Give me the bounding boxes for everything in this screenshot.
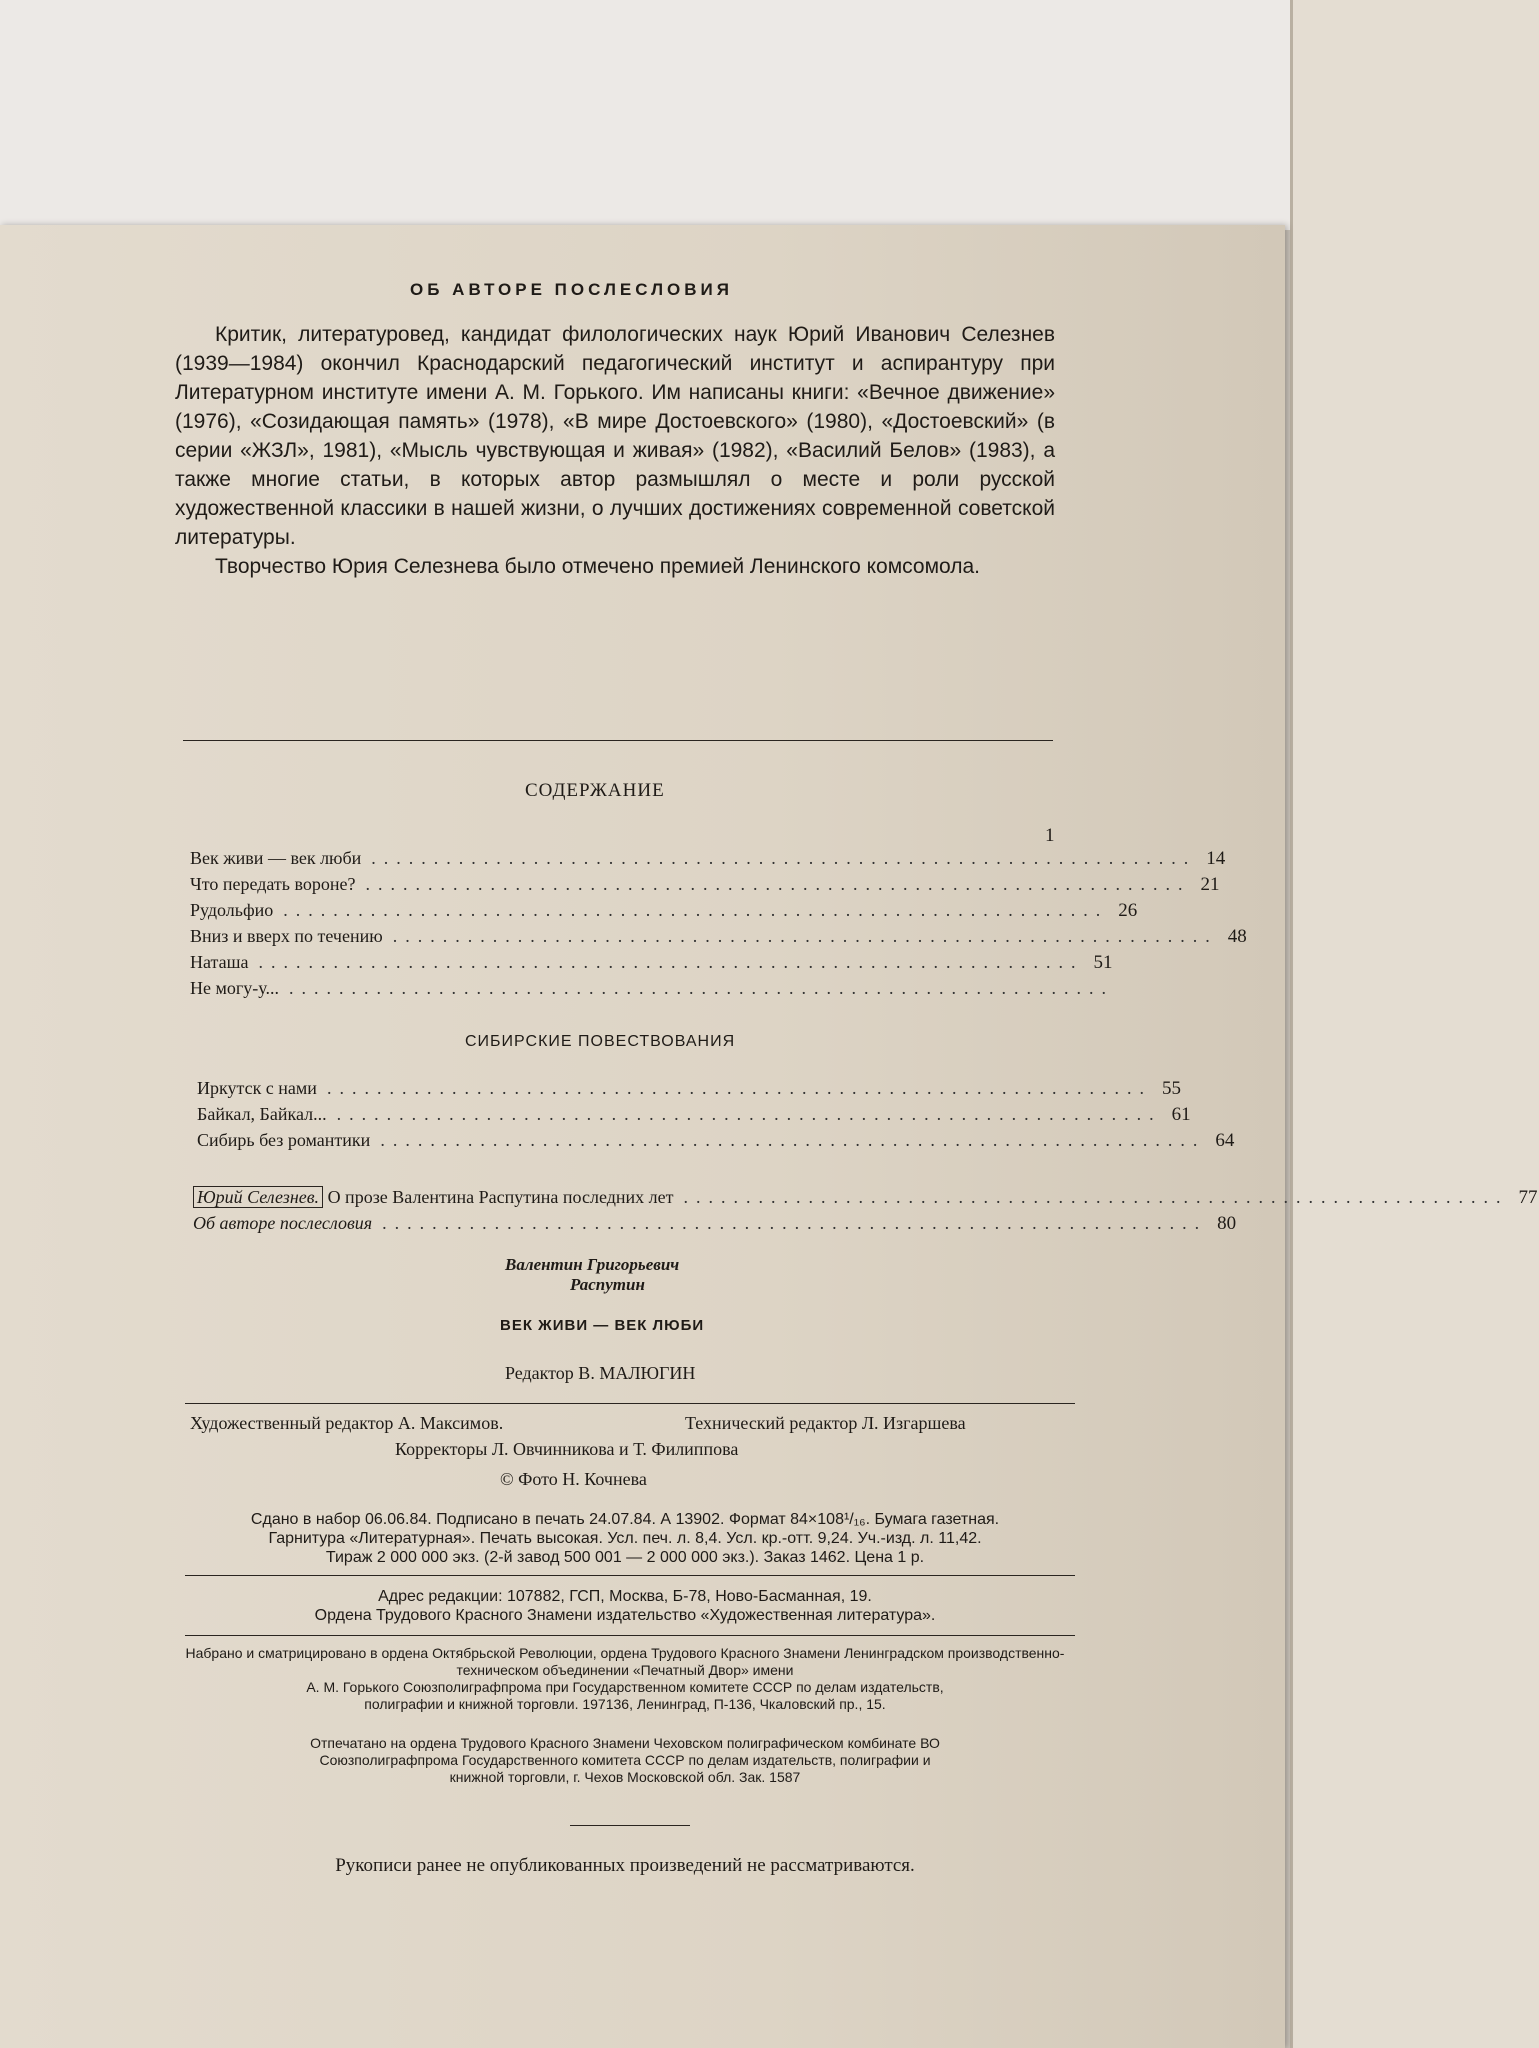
- toc-first-page: 1: [1045, 825, 1055, 846]
- typesetting-line: А. М. Горького Союзполиграфпрома при Государственном комитете СССР по делам издательств,: [306, 1679, 944, 1695]
- printing-line: Отпечатано на ордена Трудового Красного Знамени Чеховском полиграфическом комбинате ВО: [310, 1735, 940, 1751]
- toc-item-title: Иркутск с нами: [197, 1078, 317, 1098]
- toc-item-afterword: [193, 1187, 1538, 1213]
- toc-item-page: 14: [1206, 848, 1226, 869]
- editor: Редактор В. МАЛЮГИН: [505, 1363, 696, 1383]
- toc-leader: ..................................................................: [336, 1104, 1162, 1124]
- toc-leader: ..................................................................: [283, 900, 1109, 920]
- toc-item-page: 51: [1093, 952, 1113, 973]
- divider-rule: [185, 1575, 1075, 1576]
- toc-leader: ..................................................................: [683, 1187, 1509, 1207]
- book-author-line-1: Валентин Григорьевич: [505, 1255, 680, 1274]
- toc-leader: ..................................................................: [382, 1213, 1208, 1233]
- toc-item: [190, 978, 1114, 1004]
- toc-item-page: 48: [1227, 926, 1247, 947]
- toc-item: [197, 1078, 1181, 1104]
- about-heading: ОБ АВТОРЕ ПОСЛЕСЛОВИЯ: [410, 280, 733, 299]
- toc-leader: ..................................................................: [288, 978, 1114, 998]
- about-paragraph-1: Критик, литературовед, кандидат филологических наук Юрий Иванович Селезнев (1939—1984) окончил Краснодарский педагогический институт и аспирантуру при Литературном институте имени А. М. Горького. Им написаны книги: «Вечное движение» (1976), «Созидающая память» (1978), «В мире Достоевского» (1980), «Достоевский» (в серии «ЖЗЛ», 1981), «Мысль чувствующая и живая» (1982), «Василий Белов» (1983), а также многие статьи, в которых автор размышлял о месте и роли русской художественной классики в нашей жизни, о лучших достижениях современной советской литературы.: [175, 323, 1055, 549]
- toc-item: [190, 926, 1247, 952]
- facing-page: [1290, 0, 1539, 2048]
- toc-item: [197, 1130, 1235, 1156]
- toc-item: [197, 1104, 1191, 1130]
- typesetting-line: полиграфии и книжной торговли. 197136, Ленинград, П-136, Чкаловский пр., 15.: [364, 1696, 886, 1712]
- toc-leader: ..................................................................: [258, 952, 1084, 972]
- manuscripts-note: Рукописи ранее не опубликованных произведений не рассматриваются.: [335, 1855, 915, 1876]
- divider-rule: [185, 1403, 1075, 1404]
- toc-item: [190, 900, 1138, 926]
- toc-item-page: 77: [1518, 1187, 1538, 1208]
- toc-item: [190, 848, 1226, 874]
- toc-item-page: 21: [1200, 874, 1220, 895]
- toc-item-title: Вниз и вверх по течению: [190, 926, 383, 946]
- toc-leader: ..................................................................: [380, 1130, 1206, 1150]
- toc-item-title: Что передать вороне?: [190, 874, 356, 894]
- toc-item: [190, 874, 1220, 900]
- divider-rule: [183, 740, 1053, 741]
- short-rule: [570, 1825, 690, 1826]
- about-paragraph-2: Творчество Юрия Селезнева было отмечено премией Ленинского комсомола.: [215, 555, 981, 578]
- address-line: Ордена Трудового Красного Знамени издательство «Художественная литература».: [314, 1607, 936, 1624]
- afterword-author: Юрий Селезнев.: [193, 1186, 323, 1208]
- toc-item-page: 64: [1215, 1130, 1235, 1151]
- divider-rule: [185, 1635, 1075, 1636]
- printing-info: [175, 1735, 1075, 1786]
- book-title: ВЕК ЖИВИ — ВЕК ЛЮБИ: [500, 1317, 705, 1334]
- toc-leader: ..................................................................: [392, 926, 1218, 946]
- print-info-line: Тираж 2 000 000 экз. (2-й завод 500 001 — 2 000 000 экз.). Заказ 1462. Цена 1 р.: [325, 1549, 925, 1566]
- toc-leader: ..................................................................: [326, 1078, 1152, 1098]
- toc-item-title: Байкал, Байкал...: [197, 1104, 327, 1124]
- print-info: [175, 1510, 1075, 1567]
- toc-leader: ..................................................................: [371, 848, 1197, 868]
- toc-item-title: Об авторе послесловия: [193, 1213, 373, 1233]
- toc-item-page: 26: [1118, 900, 1138, 921]
- toc-item-title: Рудольфио: [190, 900, 274, 920]
- book-page: [0, 225, 1538, 2048]
- art-editor: Художественный редактор А. Максимов.: [190, 1413, 504, 1433]
- print-info-line: Сдано в набор 06.06.84. Подписано в печать 24.07.84. А 13902. Формат 84×108¹/₁₆. Бумага газетная.: [250, 1511, 1000, 1528]
- toc-item: [190, 952, 1113, 978]
- printing-line: Союзполиграфпрома Государственного комитета СССР по делам издательств, полиграфии и: [319, 1752, 931, 1768]
- toc-item-page: 80: [1217, 1213, 1237, 1234]
- book-author-line-2: Распутин: [570, 1275, 645, 1294]
- printing-line: книжной торговли, г. Чехов Московской обл. Зак. 1587: [449, 1769, 801, 1785]
- toc-item-about-author: [193, 1213, 1237, 1239]
- photo-credit: © Фото Н. Кочнева: [500, 1469, 647, 1489]
- afterword-title: О прозе Валентина Распутина последних лет: [327, 1187, 674, 1207]
- correctors: Корректоры Л. Овчинникова и Т. Филиппова: [395, 1439, 739, 1459]
- typesetting-line: Набрано и сматрицировано в ордена Октябрьской Революции, ордена Трудового Красного Знамени Ленинградском производственно-техническом объединении «Печатный Двор» имени: [185, 1645, 1065, 1678]
- about-text: [175, 320, 1055, 581]
- print-info-line: Гарнитура «Литературная». Печать высокая. Усл. печ. л. 8,4. Усл. кр.-отт. 9,24. Уч.-изд. л. 11,42.: [268, 1530, 982, 1547]
- publisher-address: [175, 1587, 1075, 1625]
- toc-item-title: Наташа: [190, 952, 249, 972]
- toc-item-title: Не могу-у...: [190, 978, 279, 998]
- typesetting-info: [175, 1645, 1075, 1713]
- toc-item-page: 55: [1161, 1078, 1181, 1099]
- toc-heading: СОДЕРЖАНИЕ: [525, 780, 665, 801]
- toc-item-title: Сибирь без романтики: [197, 1130, 371, 1150]
- tech-editor: Технический редактор Л. Изгаршева: [685, 1413, 966, 1433]
- toc-item-title: Век живи — век люби: [190, 848, 362, 868]
- section-heading: СИБИРСКИЕ ПОВЕСТВОВАНИЯ: [465, 1033, 736, 1050]
- address-line: Адрес редакции: 107882, ГСП, Москва, Б-78, Ново-Басманная, 19.: [378, 1588, 872, 1605]
- toc-leader: ..................................................................: [365, 874, 1191, 894]
- toc-item-page: 61: [1171, 1104, 1191, 1125]
